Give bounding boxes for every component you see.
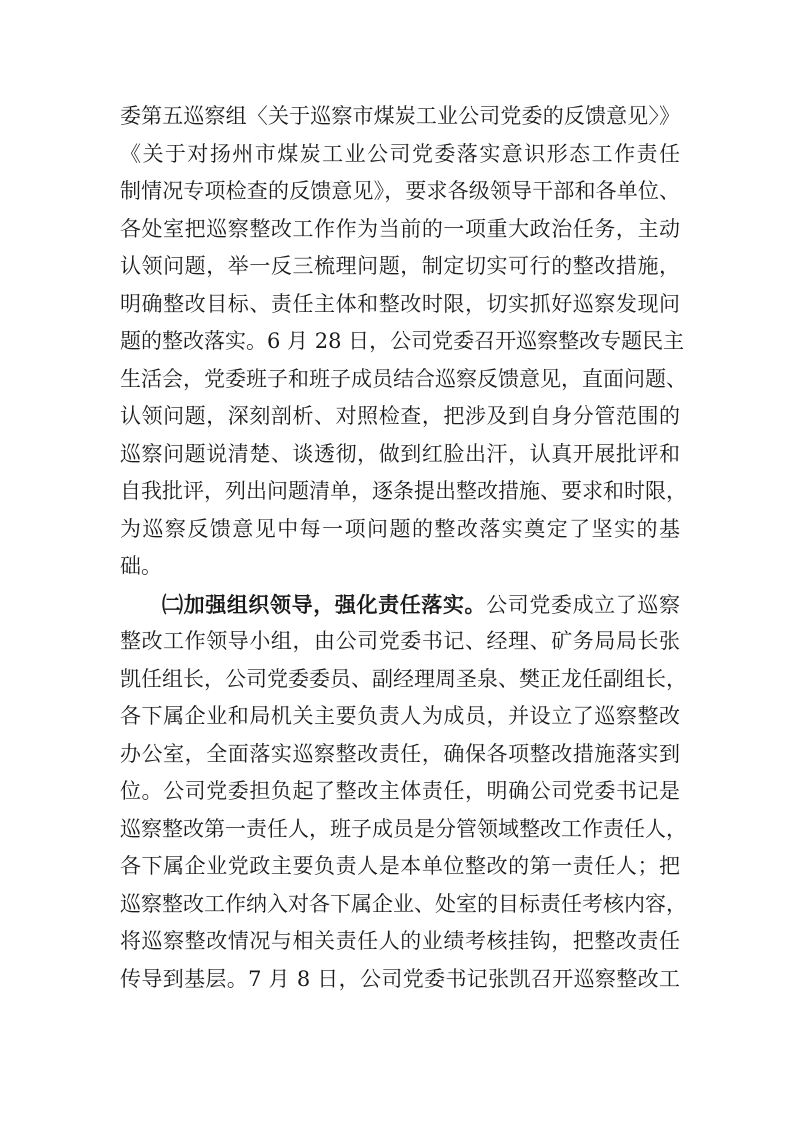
text-line: 巡察问题说清楚、谈透彻，做到红脸出汗，认真开展批评和 [120,441,680,466]
text-line: 生活会，党委班子和班子成员结合巡察反馈意见，直面问题、 [120,366,687,391]
text-line: 各下属企业和局机关主要负责人为成员，并设立了巡察整改 [120,704,680,728]
text-line [120,586,680,624]
text-line: 位。公司党委担负起了整改主体责任，明确公司党委书记是 [120,779,680,803]
body-text [120,98,687,998]
text-line: 为巡察反馈意见中每一项问题的整改落实奠定了坚实的基 [120,516,680,541]
text-line: 传导到基层。7 月 8 日，公司党委书记张凯召开巡察整改工 [120,966,680,991]
text-line: 巡察整改工作纳入对各下属企业、处室的目标责任考核内容， [120,891,687,916]
text-line: 将巡察整改情况与相关责任人的业绩考核挂钩，把整改责任 [120,929,680,953]
text-line: 整改工作领导小组，由公司党委书记、经理、矿务局局长张 [120,629,680,653]
text-line: 自我批评，列出问题清单，逐条提出整改措施、要求和时限， [120,479,687,503]
text-line: 题的整改落实。6 月 28 日，公司党委召开巡察整改专题民主 [120,329,685,353]
text-line: 凯任组长，公司党委委员、副经理周圣泉、樊正龙任副组长， [120,666,687,691]
text-line: 制情况专项检查的反馈意见》，要求各级领导干部和各单位、 [120,179,680,203]
text-line: 《关于对扬州市煤炭工业公司党委落实意识形态工作责任 [120,141,680,166]
section-heading: ㈡加强组织领导，强化责任落实。 [162,591,487,617]
text-line: 各处室把巡察整改工作作为当前的一项重大政治任务，主动 [120,216,680,241]
text-line: 认领问题，深刻剖析、对照检查，把涉及到自身分管范围的 [120,404,680,428]
text-line: 各下属企业党政主要负责人是本单位整改的第一责任人；把 [120,854,680,878]
text-line: 认领问题，举一反三梳理问题，制定切实可行的整改措施， [120,254,680,278]
text-span: 公司党委成立了巡察 [486,592,681,617]
text-line: 委第五巡察组〈关于巡察市煤炭工业公司党委的反馈意见〉》 [120,104,680,128]
paragraph-1 [120,98,687,586]
text-line: 巡察整改第一责任人，班子成员是分管领域整改工作责任人， [120,816,687,841]
text-line: 础。 [120,554,162,578]
text-line: 办公室，全面落实巡察整改责任，确保各项整改措施落实到 [120,741,680,766]
text-line: 明确整改目标、责任主体和整改时限，切实抓好巡察发现问 [120,291,680,316]
paragraph-2 [120,586,687,999]
